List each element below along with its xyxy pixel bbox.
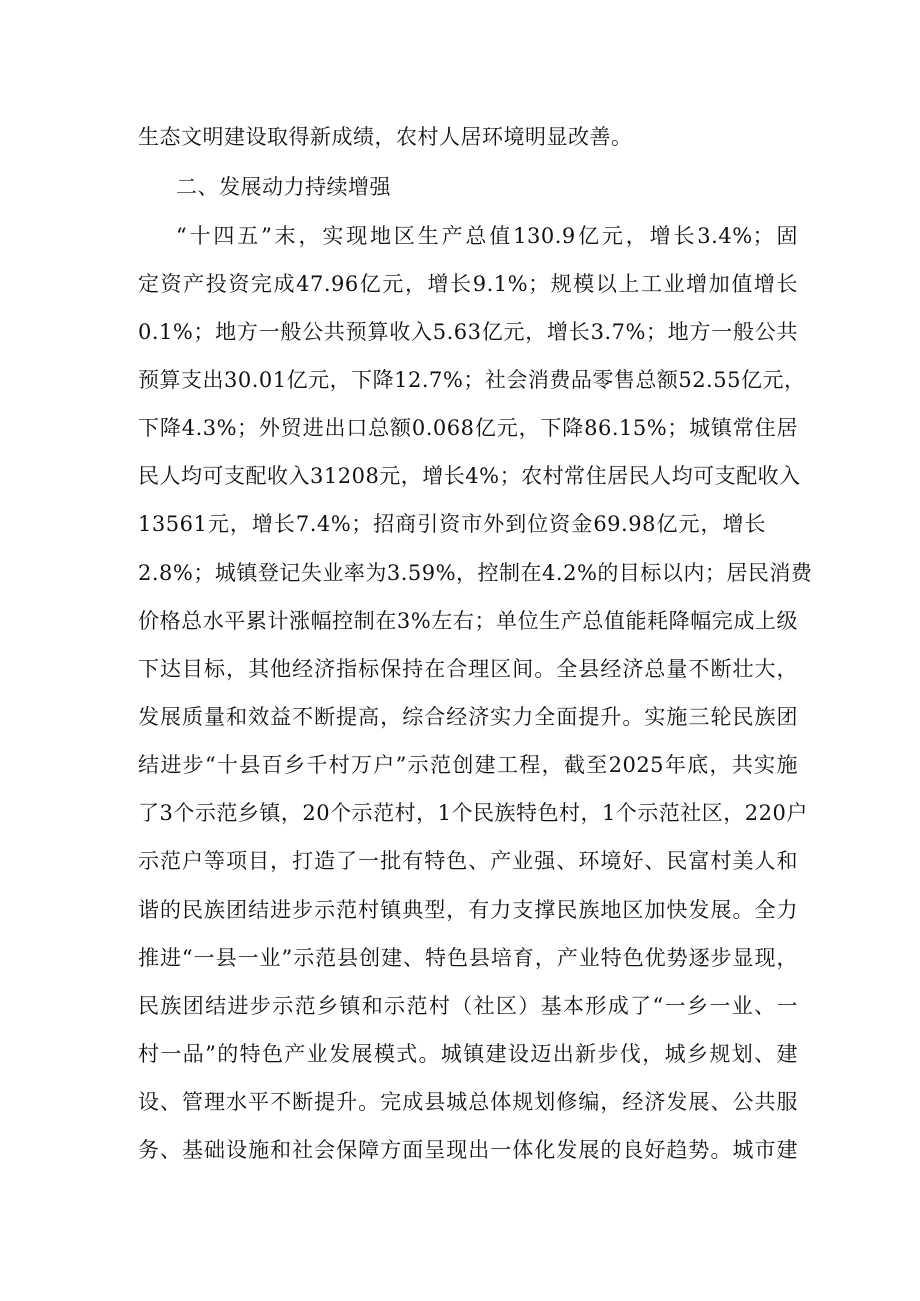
text-line: 13561元，增长7.4%；招商引资市外到位资金69.98亿元，增长 bbox=[138, 512, 766, 536]
text-line: 谐的民族团结进步示范村镇典型，有力支撑民族地区加快发展。全力 bbox=[138, 898, 798, 922]
text-line: 务、基础设施和社会保障方面呈现出一体化发展的良好趋势。城市建 bbox=[138, 1138, 798, 1162]
text-line: 2.8%；城镇登记失业率为3.59%，控制在4.2%的目标以内；居民消费 bbox=[138, 561, 813, 585]
text-line: 下降4.3%；外贸进出口总额0.068亿元，下降86.15%；城镇常住居 bbox=[138, 416, 798, 440]
text-line: 了3个示范乡镇，20个示范村，1个民族特色村，1个示范社区，220户 bbox=[138, 801, 808, 825]
text-line: 定资产投资完成47.96亿元，增长9.1%；规模以上工业增加值增长 bbox=[138, 272, 798, 296]
text-line: 民族团结进步示范乡镇和示范村（社区）基本形成了“一乡一业、一 bbox=[138, 994, 798, 1018]
text-line: 下达目标，其他经济指标保持在合理区间。全县经济总量不断壮大， bbox=[138, 657, 798, 681]
text-line: 价格总水平累计涨幅控制在3%左右；单位生产总值能耗降幅完成上级 bbox=[138, 609, 798, 633]
section-heading: 二、发展动力持续增强 bbox=[176, 175, 391, 199]
text-line: 生态文明建设取得新成绩，农村人居环境明显改善。 bbox=[138, 125, 633, 149]
text-line: “十四五”末，实现地区生产总值130.9亿元，增长3.4%；固 bbox=[176, 224, 798, 248]
text-line: 推进“一县一业”示范县创建、特色县培育，产业特色优势逐步显现， bbox=[138, 946, 798, 970]
text-line: 示范户等项目，打造了一批有特色、产业强、环境好、民富村美人和 bbox=[138, 849, 798, 873]
text-line: 民人均可支配收入31208元，增长4%；农村常住居民人均可支配收入 bbox=[138, 464, 801, 488]
text-line: 设、管理水平不断提升。完成县城总体规划修编，经济发展、公共服 bbox=[138, 1090, 798, 1114]
text-line: 结进步“十县百乡千村万户”示范创建工程，截至2025年底，共实施 bbox=[138, 753, 798, 777]
text-line: 发展质量和效益不断提高，综合经济实力全面提升。实施三轮民族团 bbox=[138, 705, 798, 729]
text-line: 0.1%；地方一般公共预算收入5.63亿元，增长3.7%；地方一般公共 bbox=[138, 320, 798, 344]
text-line: 村一品”的特色产业发展模式。城镇建设迈出新步伐，城乡规划、建 bbox=[138, 1042, 798, 1066]
text-line: 预算支出30.01亿元，下降12.7%；社会消费品零售总额52.55亿元， bbox=[138, 368, 806, 392]
